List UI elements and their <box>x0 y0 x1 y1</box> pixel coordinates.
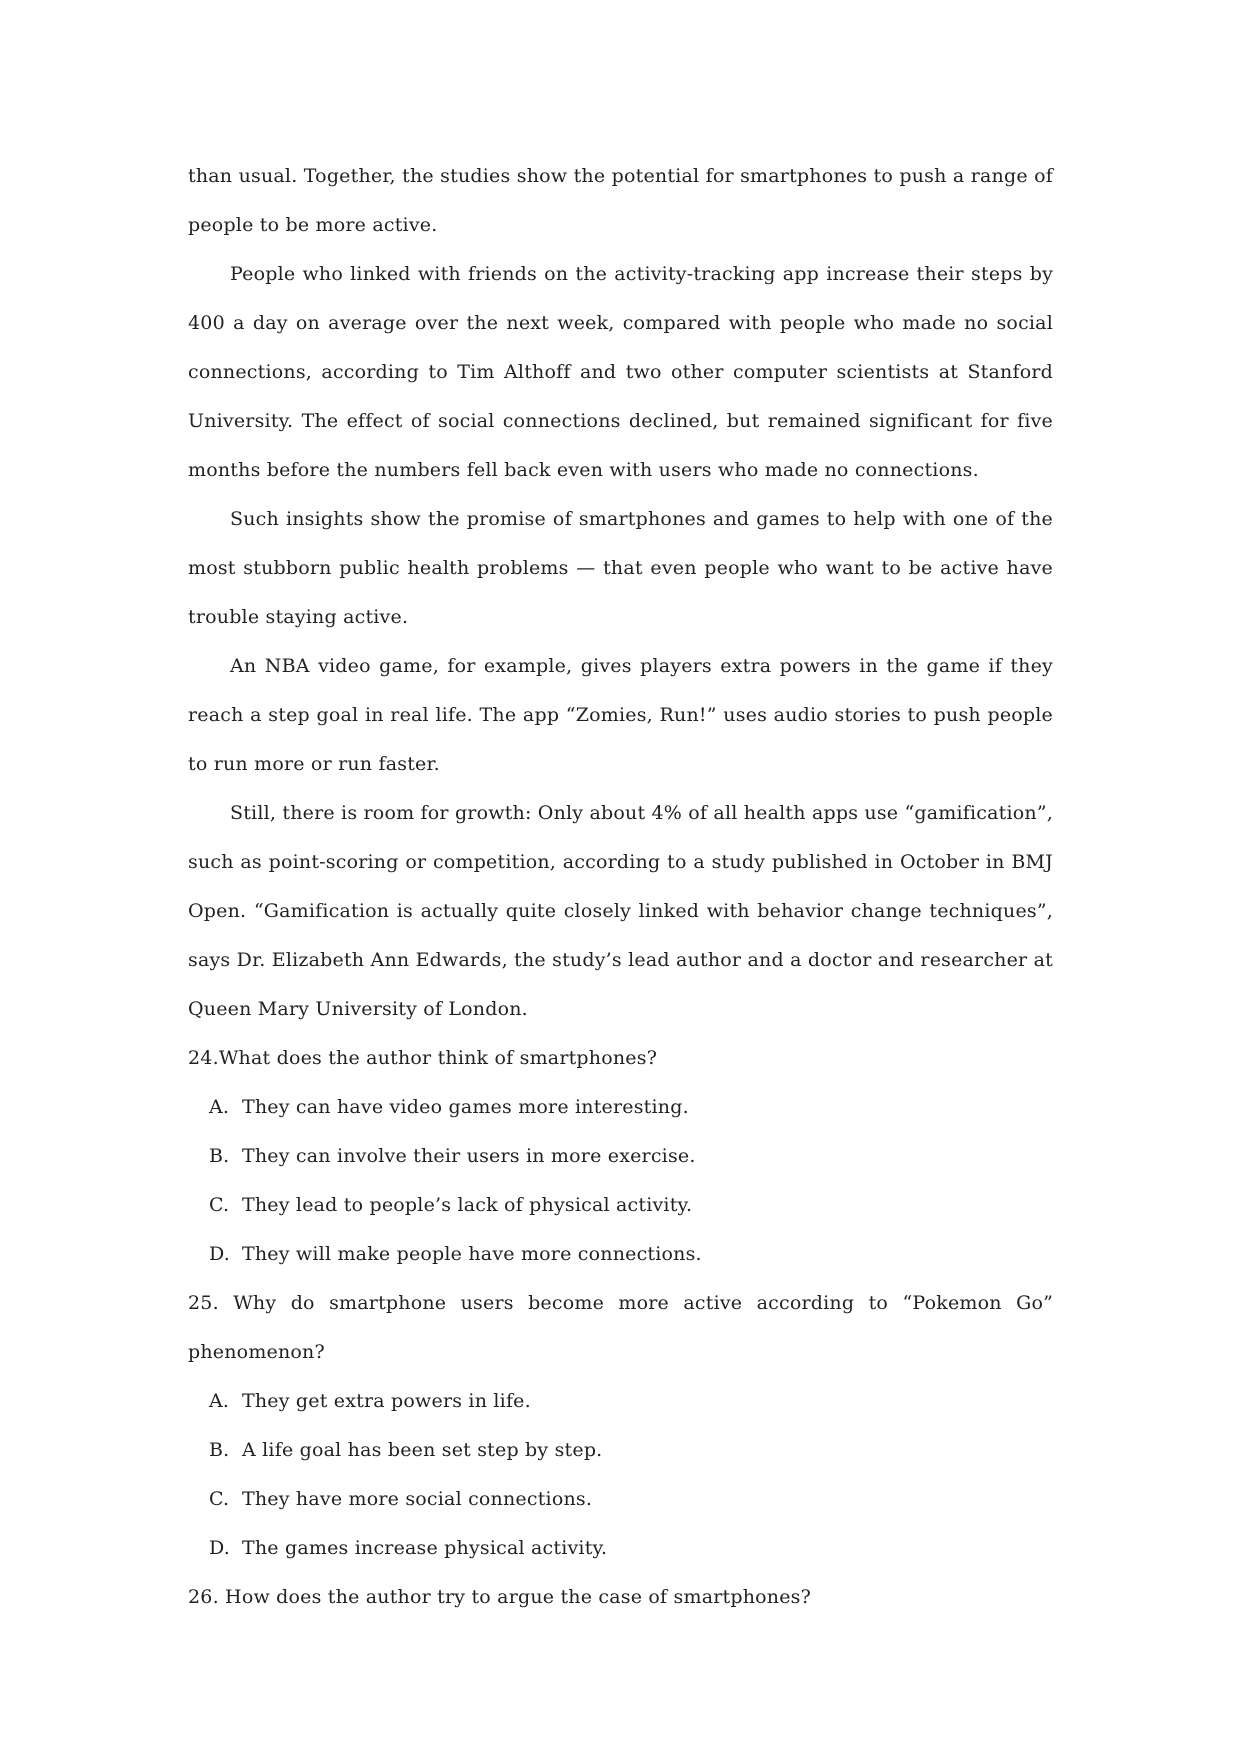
option-b <box>188 1132 1053 1181</box>
option-d <box>188 1230 1053 1279</box>
passage-paragraph-5: Still, there is room for growth: Only about 4% of all health apps use “gamification”, such as point-scoring or competition, according to a study published in October in BMJ Open. “Gamification is actually quite closely linked with behavior change techniques”, says Dr. Elizabeth Ann Edwards, the study’s lead author and a doctor and researcher at Queen Mary University of London. <box>188 802 1053 1020</box>
question-26 <box>188 1573 1053 1622</box>
option-text: They can have video games more interesting. <box>242 1096 689 1118</box>
question-stem: 24.What does the author think of smartphones? <box>188 1047 658 1069</box>
option-a <box>188 1377 1053 1426</box>
option-letter: B. <box>209 1439 230 1461</box>
option-text: They can involve their users in more exercise. <box>242 1145 696 1167</box>
option-letter: C. <box>209 1488 230 1510</box>
document-page <box>188 152 1053 1622</box>
option-b <box>188 1426 1053 1475</box>
option-a <box>188 1083 1053 1132</box>
option-text: The games increase physical activity. <box>242 1537 608 1559</box>
option-text: They get extra powers in life. <box>242 1390 531 1412</box>
option-text: They have more social connections. <box>242 1488 593 1510</box>
passage-paragraph-4: An NBA video game, for example, gives players extra powers in the game if they reach a step goal in real life. The app “Zomies, Run!” uses audio stories to push people to run more or run faster. <box>188 655 1053 775</box>
option-d <box>188 1524 1053 1573</box>
option-text: They lead to people’s lack of physical activity. <box>242 1194 693 1216</box>
question-stem: 25. Why do smartphone users become more active according to “Pokemon Go” phenomenon? <box>188 1292 1053 1363</box>
question-24 <box>188 1034 1053 1279</box>
option-letter: A. <box>209 1390 230 1412</box>
option-c <box>188 1181 1053 1230</box>
option-letter: B. <box>209 1145 230 1167</box>
passage-paragraph-3: Such insights show the promise of smartphones and games to help with one of the most stubborn public health problems — that even people who want to be active have trouble staying active. <box>188 508 1053 628</box>
option-text: A life goal has been set step by step. <box>242 1439 603 1461</box>
option-c <box>188 1475 1053 1524</box>
option-letter: D. <box>209 1537 230 1559</box>
option-letter: A. <box>209 1096 230 1118</box>
question-25 <box>188 1279 1053 1573</box>
option-letter: C. <box>209 1194 230 1216</box>
passage-paragraph-1: than usual. Together, the studies show the potential for smartphones to push a range of people to be more active. <box>188 165 1053 236</box>
option-text: They will make people have more connections. <box>242 1243 702 1265</box>
option-letter: D. <box>209 1243 230 1265</box>
passage-paragraph-2: People who linked with friends on the activity-tracking app increase their steps by 400 a day on average over the next week, compared with people who made no social connections, according to Tim Althoff and two other computer scientists at Stanford University. The effect of social connections declined, but remained significant for five months before the numbers fell back even with users who made no connections. <box>188 263 1053 481</box>
question-stem: 26. How does the author try to argue the case of smartphones? <box>188 1586 811 1608</box>
